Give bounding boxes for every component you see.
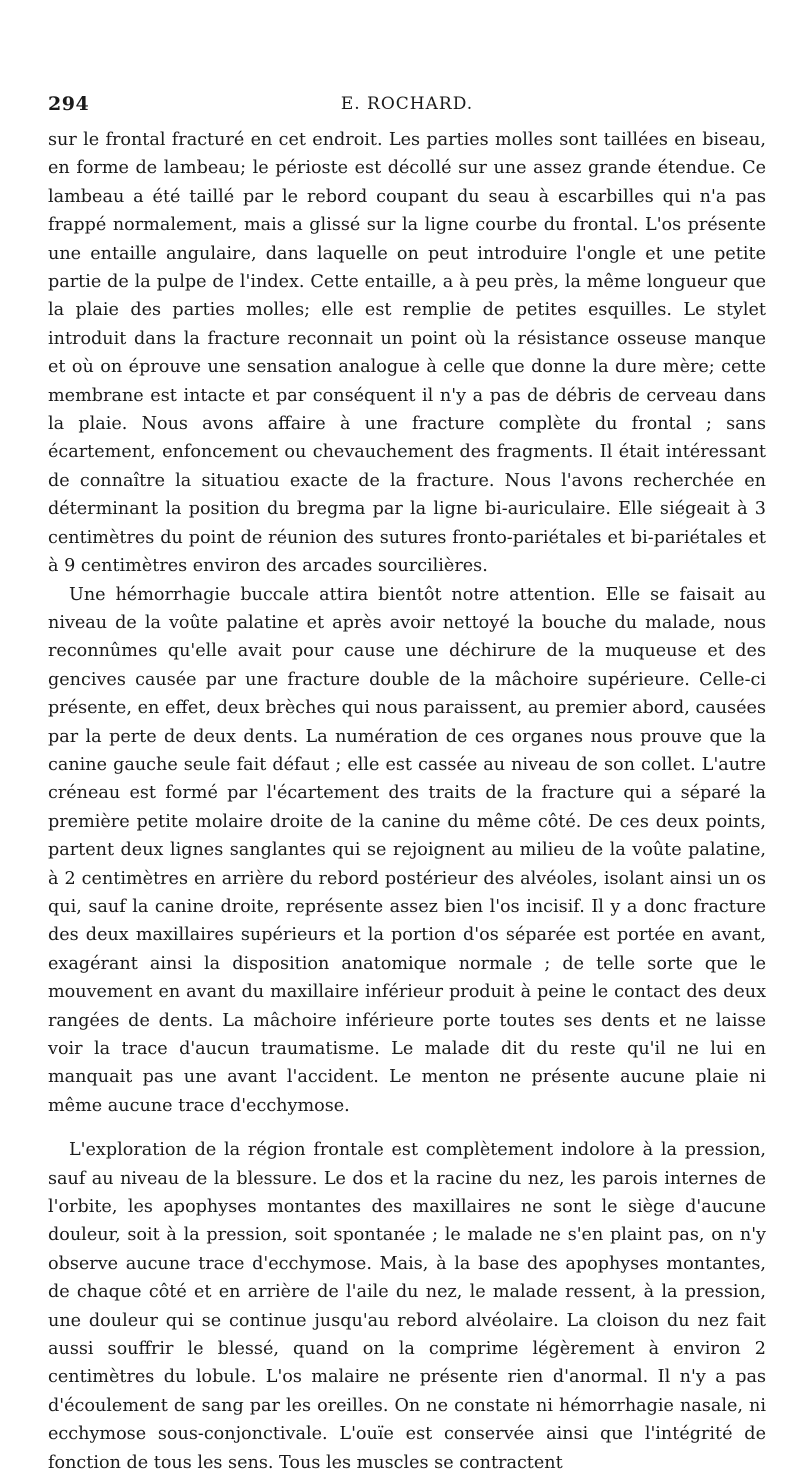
page-header xyxy=(48,93,766,119)
running-head-author: E. ROCHARD. xyxy=(340,94,474,114)
page-number: 294 xyxy=(48,93,90,115)
paragraph-exploration-frontale: L'exploration de la région frontale est complètement indolore à la pression, sauf au niveau de la blessure. Le dos et la racine du nez, les parois internes de l'orbite, les apophyses montantes des maxillaires ne sont le siège d'aucune douleur, soit à la pression, soit spontanée ; le malade ne s'en plaint pas, on n'y observe aucune trace d'ecchymose. Mais, à la base des apophyses montantes, de chaque côté et en arrière de l'aile du nez, le malade ressent, à la pression, une douleur qui se continue jusqu'au rebord alvéolaire. La cloison du nez fait aussi souffrir le blessé, quand on la comprime légèrement à environ 2 centimètres du lobule. L'os malaire ne présente rien d'anormal. Il n'y a pas d'écoulement de sang par les oreilles. On ne constate ni hémorrhagie nasale, ni ecchymose sous-conjonctivale. L'ouïe est conservée ainsi que l'intégrité de fonction de tous les sens. Tous les muscles se contractent xyxy=(48,1140,766,1473)
body-text xyxy=(48,126,766,1477)
paragraph-hemorrhagie-buccale: Une hémorrhagie buccale attira bientôt notre attention. Elle se faisait au niveau de la voûte palatine et après avoir nettoyé la bouche du malade, nous reconnûmes qu'elle avait pour cause une déchirure de la muqueuse et des gencives causée par une fracture double de la mâchoire supérieure. Celle-ci présente, en effet, deux brèches qui nous paraissent, au premier abord, causées par la perte de deux dents. La numération de ces organes nous prouve que la canine gauche seule fait défaut ; elle est cassée au niveau de son collet. L'autre créneau est formé par l'écartement des traits de la fracture qui a séparé la première petite molaire droite de la canine du même côté. De ces deux points, partent deux lignes sanglantes qui se rejoignent au milieu de la voûte palatine, à 2 centimètres en arrière du rebord postérieur des alvéoles, isolant ainsi un os qui, sauf la canine droite, représente assez bien l'os incisif. Il y a donc fracture des deux maxillaires supérieurs et la portion d'os séparée est portée en avant, exagérant ainsi la disposition anatomique normale ; de telle sorte que le mouvement en avant du maxillaire inférieur produit à peine le contact des deux rangées de dents. La mâchoire inférieure porte toutes ses dents et ne laisse voir la trace d'aucun traumatisme. Le malade dit du reste qu'il ne lui en manquait pas une avant l'accident. Le menton ne présente aucune plaie ni même aucune trace d'ecchymose. xyxy=(48,584,766,1116)
paragraph-fracture-frontal: sur le frontal fracturé en cet endroit. Les parties molles sont taillées en biseau, en forme de lambeau; le périoste est décollé sur une assez grande étendue. Ce lambeau a été taillé par le rebord coupant du seau à escarbilles qui n'a pas frappé normalement, mais a glissé sur la ligne courbe du frontal. L'os présente une entaille angulaire, dans laquelle on peut introduire l'ongle et une petite partie de la pulpe de l'index. Cette entaille, a à peu près, la même longueur que la plaie des parties molles; elle est remplie de petites esquilles. Le stylet introduit dans la fracture reconnait un point où la résistance osseuse manque et où on éprouve une sensation analogue à celle que donne la dure mère; cette membrane est intacte et par conséquent il n'y a pas de débris de cerveau dans la plaie. Nous avons affaire à une fracture complète du frontal ; sans écartement, enfoncement ou chevauchement des fragments. Il était intéressant de connaître la situatiou exacte de la fracture. Nous l'avons recherchée en déterminant la position du bregma par la ligne bi-auriculaire. Elle siégeait à 3 centimètres du point de réunion des sutures fronto-pariétales et bi-pariétales et à 9 centimètres environ des arcades sourcilières. xyxy=(48,130,766,577)
